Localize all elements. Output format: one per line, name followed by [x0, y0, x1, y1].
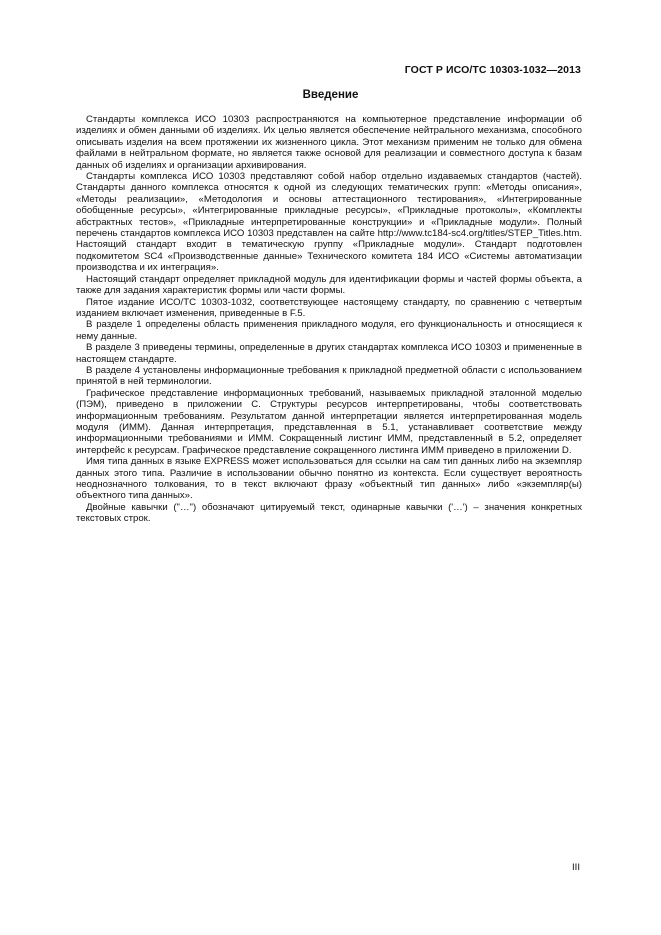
paragraph-1: Стандарты комплекса ИСО 10303 распространяются на компьютерное представление информации об изделиях и обмен данными об изделиях. Их целью является обеспечение нейтрального механизма, способного описывать изделия на всем протяжении их жизненного цикла. Этот механизм применим не только для обмена файлами в нейтральном формате, но является также основой для реализации и совместного доступа к базам данных об изделиях и организации архивирования.: [76, 114, 582, 171]
paragraph-4: Пятое издание ИСО/ТС 10303-1032, соответствующее настоящему стандарту, по сравнению с четвертым изданием включает изменения, приведенные в F.5.: [76, 296, 582, 319]
section-title: Введение: [302, 89, 359, 101]
paragraph-2: Стандарты комплекса ИСО 10303 представляют собой набор отдельно издаваемых стандартов (частей). Стандарты данного комплекса относятся к одной из следующих тематических групп: «Методы описания», «Методы реализации», «Методология и основы аттестационного тестирования», «Интегрированные обобщенные ресурсы», «Интегрированные прикладные ресурсы», «Прикладные протоколы», «Комплекты абстрактных тестов», «Прикладные интерпретированные конструкции» и «Прикладные модули». Полный перечень стандартов комплекса ИСО 10303 представлен на сайте http://www.tc184-sc4.org/titles/STEP_Titles.htm. Настоящий стандарт входит в тематическую группу «Прикладные модули». Стандарт подготовлен подкомитетом SC4 «Производственные данные» Технического комитета 184 ИСО «Системы автоматизации производства и их интеграция».: [76, 171, 582, 274]
paragraph-7: В разделе 4 установлены информационные требования к прикладной предметной области с использованием принятой в ней терминологии.: [76, 364, 582, 388]
paragraph-5: В разделе 1 определены область применения прикладного модуля, его функциональность и относящиеся к нему данные.: [76, 319, 582, 342]
introduction-body: [76, 114, 582, 525]
paragraph-6: В разделе 3 приведены термины, определенные в других стандартах комплекса ИСО 10303 и примененные в настоящем стандарте.: [76, 342, 582, 365]
paragraph-3: Настоящий стандарт определяет прикладной модуль для идентификации формы и частей формы объекта, а также для задания характеристик формы или части формы.: [76, 273, 582, 297]
paragraph-8: Графическое представление информационных требований, называемых прикладной эталонной моделью (ПЭМ), приведено в приложении С. Структуры ресурсов интерпретированы, чтобы соответствовать информационным требованиям. Результатом данной интерпретации является интерпретированная модель модуля (ИММ). Данная интерпретация, представленная в 5.1, устанавливает соответствие между информационными требованиями и ИММ. Сокращенный листинг ИММ, представленный в 5.2, определяет интерфейс к ресурсам. Графическое представление сокращенного листинга ИММ приведено в приложении D.: [76, 387, 582, 456]
paragraph-9: Имя типа данных в языке EXPRESS может использоваться для ссылки на сам тип данных либо на экземпляр данных этого типа. Различие в использовании обычно понятно из контекста. Если существует вероятность неоднозначного толкования, то в текст включают фразу «объектный тип данных» либо «экземпляр(ы) объектного типа данных».: [76, 456, 582, 502]
document-header-standard-id: ГОСТ Р ИСО/ТС 10303-1032—2013: [404, 64, 581, 76]
paragraph-10: Двойные кавычки ("…") обозначают цитируемый текст, одинарные кавычки ('…') – значения конкретных текстовых строк.: [76, 501, 582, 525]
page-number: III: [572, 862, 580, 873]
